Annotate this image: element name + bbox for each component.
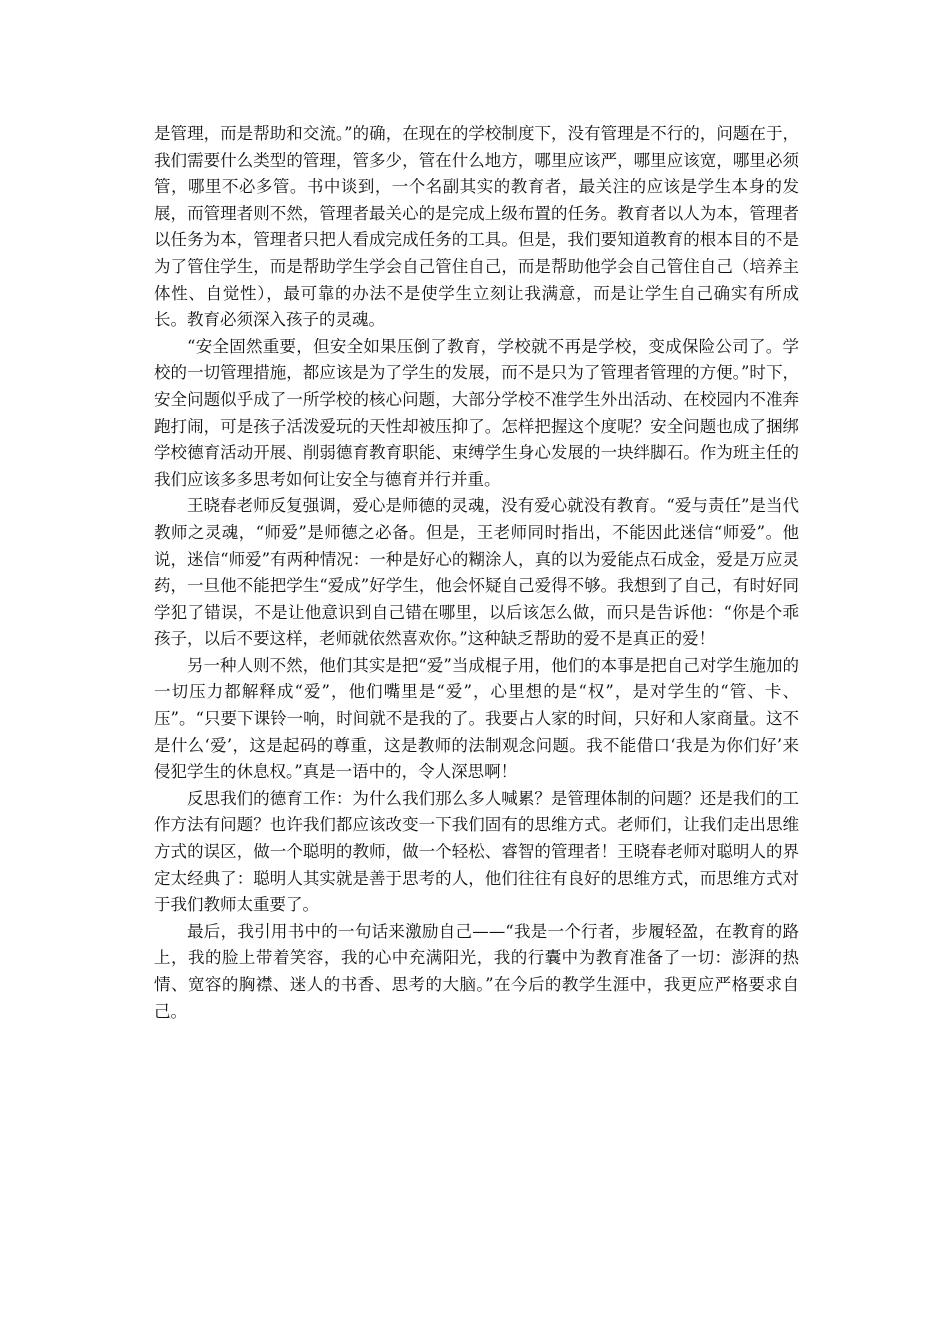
document-body: [154, 121, 799, 1025]
paragraph-6: 最后，我引用书中的一句话来激励自己——“我是一个行者，步履轻盈，在教育的路上，我的脸上带着笑容，我的心中充满阳光，我的行囊中为教育准备了一切：澎湃的热情、宽容的胸襟、迷人的书香、思考的大脑。”在今后的教学生涯中，我更应严格要求自己。: [154, 921, 799, 1021]
paragraph-1: 是管理，而是帮助和交流。”的确，在现在的学校制度下，没有管理是不行的，问题在于，我们需要什么类型的管理，管多少，管在什么地方，哪里应该严，哪里应该宽，哪里必须管，哪里不必多管。书中谈到，一个名副其实的教育者，最关注的应该是学生本身的发展，而管理者则不然，管理者最关心的是完成上级布置的任务。教育者以人为本，管理者以任务为本，管理者只把人看成完成任务的工具。但是，我们要知道教育的根本目的不是为了管住学生，而是帮助学生学会自己管住自己，而是帮助他学会自己管住自己（培养主体性、自觉性），最可靠的办法不是使学生立刻让我满意，而是让学生自己确实有所成长。教育必须深入孩子的灵魂。: [154, 124, 799, 330]
paragraph-5: 反思我们的德育工作：为什么我们那么多人喊累？是管理体制的问题？还是我们的工作方法有问题？也许我们都应该改变一下我们固有的思维方式。老师们，让我们走出思维方式的误区，做一个聪明的教师，做一个轻松、睿智的管理者！王晓春老师对聪明人的界定太经典了：聪明人其实就是善于思考的人，他们往往有良好的思维方式，而思维方式对于我们教师太重要了。: [154, 788, 799, 915]
paragraph-3: 王晓春老师反复强调，爱心是师德的灵魂，没有爱心就没有教育。“爱与责任”是当代教师之灵魂，“师爱”是师德之必备。但是，王老师同时指出，不能因此迷信“师爱”。他说，迷信“师爱”有两种情况：一种是好心的糊涂人，真的以为爱能点石成金，爱是万应灵药，一旦他不能把学生“爱成”好学生，他会怀疑自己爱得不够。我想到了自己，有时好同学犯了错误，不是让他意识到自己错在哪里，以后该怎么做，而只是告诉他：“你是个乖孩子，以后不要这样，老师就依然喜欢你。”这种缺乏帮助的爱不是真正的爱！: [154, 496, 799, 649]
paragraph-2: “安全固然重要，但安全如果压倒了教育，学校就不再是学校，变成保险公司了。学校的一切管理措施，都应该是为了学生的发展，而不是只为了管理者管理的方便。”时下，安全问题似乎成了一所学校的核心问题，大部分学校不准学生外出活动、在校园内不准奔跑打闹，可是孩子活泼爱玩的天性却被压抑了。怎样把握这个度呢？安全问题也成了捆绑学校德育活动开展、削弱德育教育职能、束缚学生身心发展的一块绊脚石。作为班主任的我们应该多多思考如何让安全与德育并行并重。: [154, 336, 799, 489]
paragraph-4: 另一种人则不然，他们其实是把“爱”当成棍子用，他们的本事是把自己对学生施加的一切压力都解释成“爱”，他们嘴里是“爱”，心里想的是“权”，是对学生的“管、卡、压”。“只要下课铃一响，时间就不是我的了。我要占人家的时间，只好和人家商量。这不是什么‘爱’，这是起码的尊重，这是教师的法制观念问题。我不能借口‘我是为你们好’来侵犯学生的休息权。”真是一语中的，令人深思啊！: [154, 655, 799, 782]
